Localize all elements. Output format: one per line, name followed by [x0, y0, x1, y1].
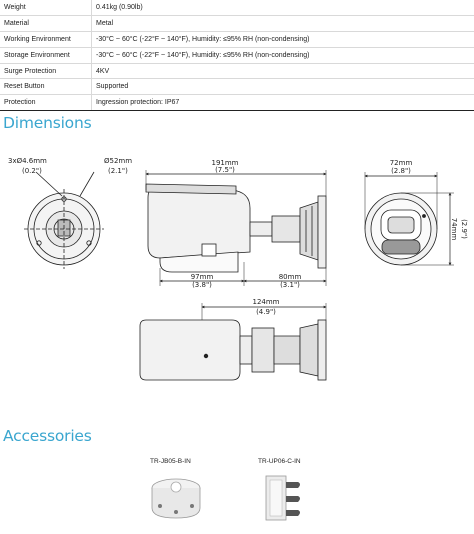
rear-length-inch-label: (3.1")	[280, 281, 300, 289]
table-row	[0, 0, 474, 15]
spec-label: Storage Environment	[0, 47, 92, 63]
table-row	[0, 79, 474, 95]
junction-box-icon	[148, 470, 204, 526]
length-inch-label: (7.5")	[215, 166, 235, 174]
spec-label: Reset Button	[0, 79, 92, 95]
spec-value: -30°C ~ 60°C (-22°F ~ 140°F), Humidity: ≤95% RH (non-condensing)	[92, 47, 474, 63]
table-row	[0, 63, 474, 79]
spec-label: Material	[0, 15, 92, 31]
accessory-name: TR-UP06-C-IN	[258, 458, 301, 465]
spec-label: Working Environment	[0, 31, 92, 47]
width-label: 72mm	[389, 159, 413, 167]
camera-front-view	[365, 193, 437, 265]
base-diameter-label: Ø52mm	[104, 157, 133, 165]
hole-dimension-inch-label: (0.2")	[22, 167, 42, 175]
front-length-inch-label: (3.8")	[192, 281, 212, 289]
table-row	[0, 95, 474, 111]
spec-label: Surge Protection	[0, 63, 92, 79]
accessories-heading: Accessories	[3, 427, 92, 445]
dimensions-heading: Dimensions	[3, 114, 92, 132]
spec-value: Supported	[92, 79, 474, 95]
spec-label: Protection	[0, 95, 92, 111]
base-diameter-inch-label: (2.1")	[108, 167, 128, 175]
length-label: 191mm	[211, 159, 239, 167]
height-label: 74mm	[450, 217, 458, 241]
spec-value: Ingression protection: IP67	[92, 95, 474, 111]
mount-length-inch-label: (4.9")	[256, 308, 276, 316]
dimension-drawing	[0, 140, 474, 390]
spec-label: Weight	[0, 0, 92, 15]
spec-value: -30°C ~ 60°C (-22°F ~ 140°F), Humidity: ≤95% RH (non-condensing)	[92, 31, 474, 47]
camera-top-view	[140, 320, 326, 380]
specifications-table	[0, 0, 474, 111]
width-inch-label: (2.8")	[391, 167, 411, 175]
table-row	[0, 31, 474, 47]
table-row	[0, 47, 474, 63]
spec-value: 4KV	[92, 63, 474, 79]
hole-dimension-label: 3xØ4.6mm	[8, 157, 47, 165]
front-length-label: 97mm	[190, 273, 214, 281]
table-row	[0, 15, 474, 31]
height-inch-label: (2.9")	[460, 219, 468, 239]
spec-value: 0.41kg (0.90lb)	[92, 0, 474, 15]
rear-length-label: 80mm	[278, 273, 302, 281]
spec-value: Metal	[92, 15, 474, 31]
pole-mount-icon	[258, 470, 306, 526]
camera-side-view	[146, 184, 326, 272]
base-front-view	[24, 172, 104, 269]
mount-length-label: 124mm	[252, 298, 280, 306]
accessory-name: TR-JB05-B-IN	[150, 458, 191, 465]
